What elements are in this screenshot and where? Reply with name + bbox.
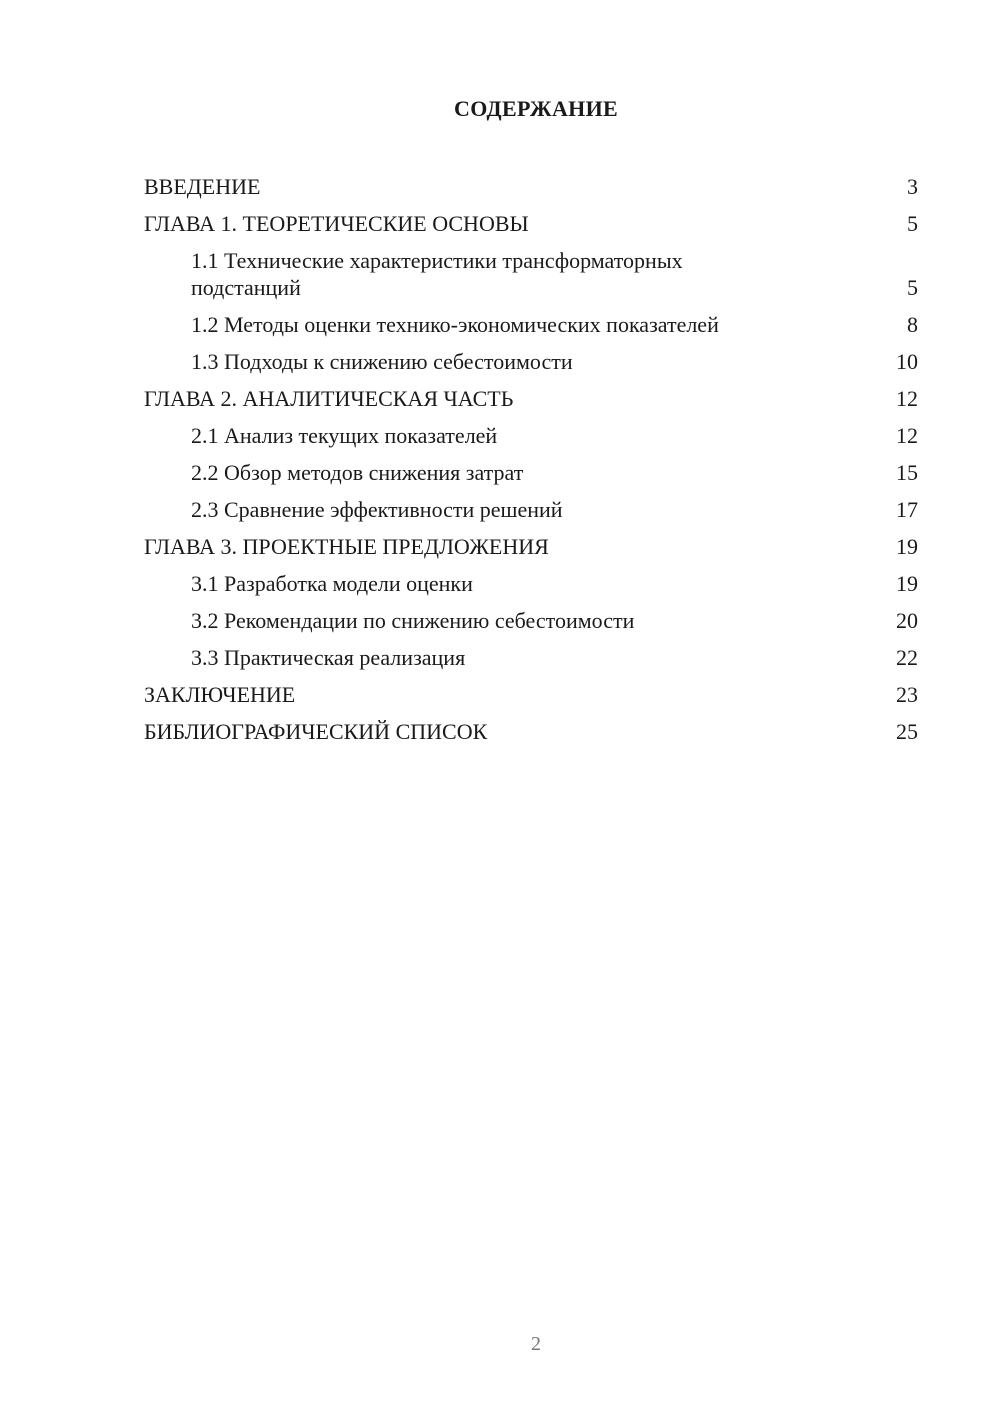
toc-entry-label: 3.3 Практическая реализация [191, 645, 466, 670]
toc-entry-page: 8 [907, 312, 918, 337]
toc-entry-page: 17 [896, 497, 918, 522]
toc-entry-label: 3.1 Разработка модели оценки [191, 571, 473, 596]
toc-entry-page: 5 [907, 275, 918, 300]
toc-entry-section-3-2[interactable] [144, 602, 918, 639]
toc-entry-label: 1.1 Технические характеристики трансформаторных подстанций [191, 248, 683, 300]
toc-entry-label: 2.1 Анализ текущих показателей [191, 423, 498, 448]
page-title: СОДЕРЖАНИЕ [454, 96, 618, 121]
toc-entry-chapter-1[interactable] [144, 205, 918, 242]
toc-entry-section-2-2[interactable] [144, 454, 918, 491]
toc-entry-page: 10 [896, 349, 918, 374]
toc-entry-label: ЗАКЛЮЧЕНИЕ [144, 682, 296, 707]
toc-entry-page: 22 [896, 645, 918, 670]
toc-entry-label: 1.3 Подходы к снижению себестоимости [191, 349, 573, 374]
toc-entry-page: 20 [896, 608, 918, 633]
toc-entry-section-3-1[interactable] [144, 565, 918, 602]
toc-entry-page: 5 [907, 211, 918, 236]
toc-entry-page: 19 [896, 534, 918, 559]
toc-entry-label: ВВЕДЕНИЕ [144, 174, 261, 199]
toc-entry-introduction[interactable] [144, 168, 918, 205]
toc-entry-page: 3 [907, 174, 918, 199]
toc-entry-page: 15 [896, 460, 918, 485]
toc-entry-page: 23 [896, 682, 918, 707]
table-of-contents [144, 168, 918, 750]
toc-entry-section-1-1[interactable] [144, 242, 918, 306]
toc-entry-label: 2.2 Обзор методов снижения затрат [191, 460, 524, 485]
toc-entry-section-3-3[interactable] [144, 639, 918, 676]
toc-entry-label: ГЛАВА 2. АНАЛИТИЧЕСКАЯ ЧАСТЬ [144, 386, 514, 411]
toc-entry-section-2-3[interactable] [144, 491, 918, 528]
toc-entry-label: 1.2 Методы оценки технико-экономических показателей [191, 312, 719, 337]
toc-entry-label: БИБЛИОГРАФИЧЕСКИЙ СПИСОК [144, 719, 488, 744]
toc-entry-label: 2.3 Сравнение эффективности решений [191, 497, 563, 522]
toc-entry-page: 12 [896, 386, 918, 411]
toc-entry-label: ГЛАВА 1. ТЕОРЕТИЧЕСКИЕ ОСНОВЫ [144, 211, 529, 236]
toc-entry-page: 25 [896, 719, 918, 744]
toc-entry-chapter-2[interactable] [144, 380, 918, 417]
toc-entry-section-1-3[interactable] [144, 343, 918, 380]
toc-entry-label: 3.2 Рекомендации по снижению себестоимости [191, 608, 635, 633]
toc-entry-conclusion[interactable] [144, 676, 918, 713]
page-number: 2 [531, 1333, 541, 1355]
toc-entry-page: 19 [896, 571, 918, 596]
toc-entry-chapter-3[interactable] [144, 528, 918, 565]
toc-entry-label: ГЛАВА 3. ПРОЕКТНЫЕ ПРЕДЛОЖЕНИЯ [144, 534, 549, 559]
toc-entry-page: 12 [896, 423, 918, 448]
toc-entry-section-2-1[interactable] [144, 417, 918, 454]
toc-entry-section-1-2[interactable] [144, 306, 918, 343]
toc-entry-bibliography[interactable] [144, 713, 918, 750]
